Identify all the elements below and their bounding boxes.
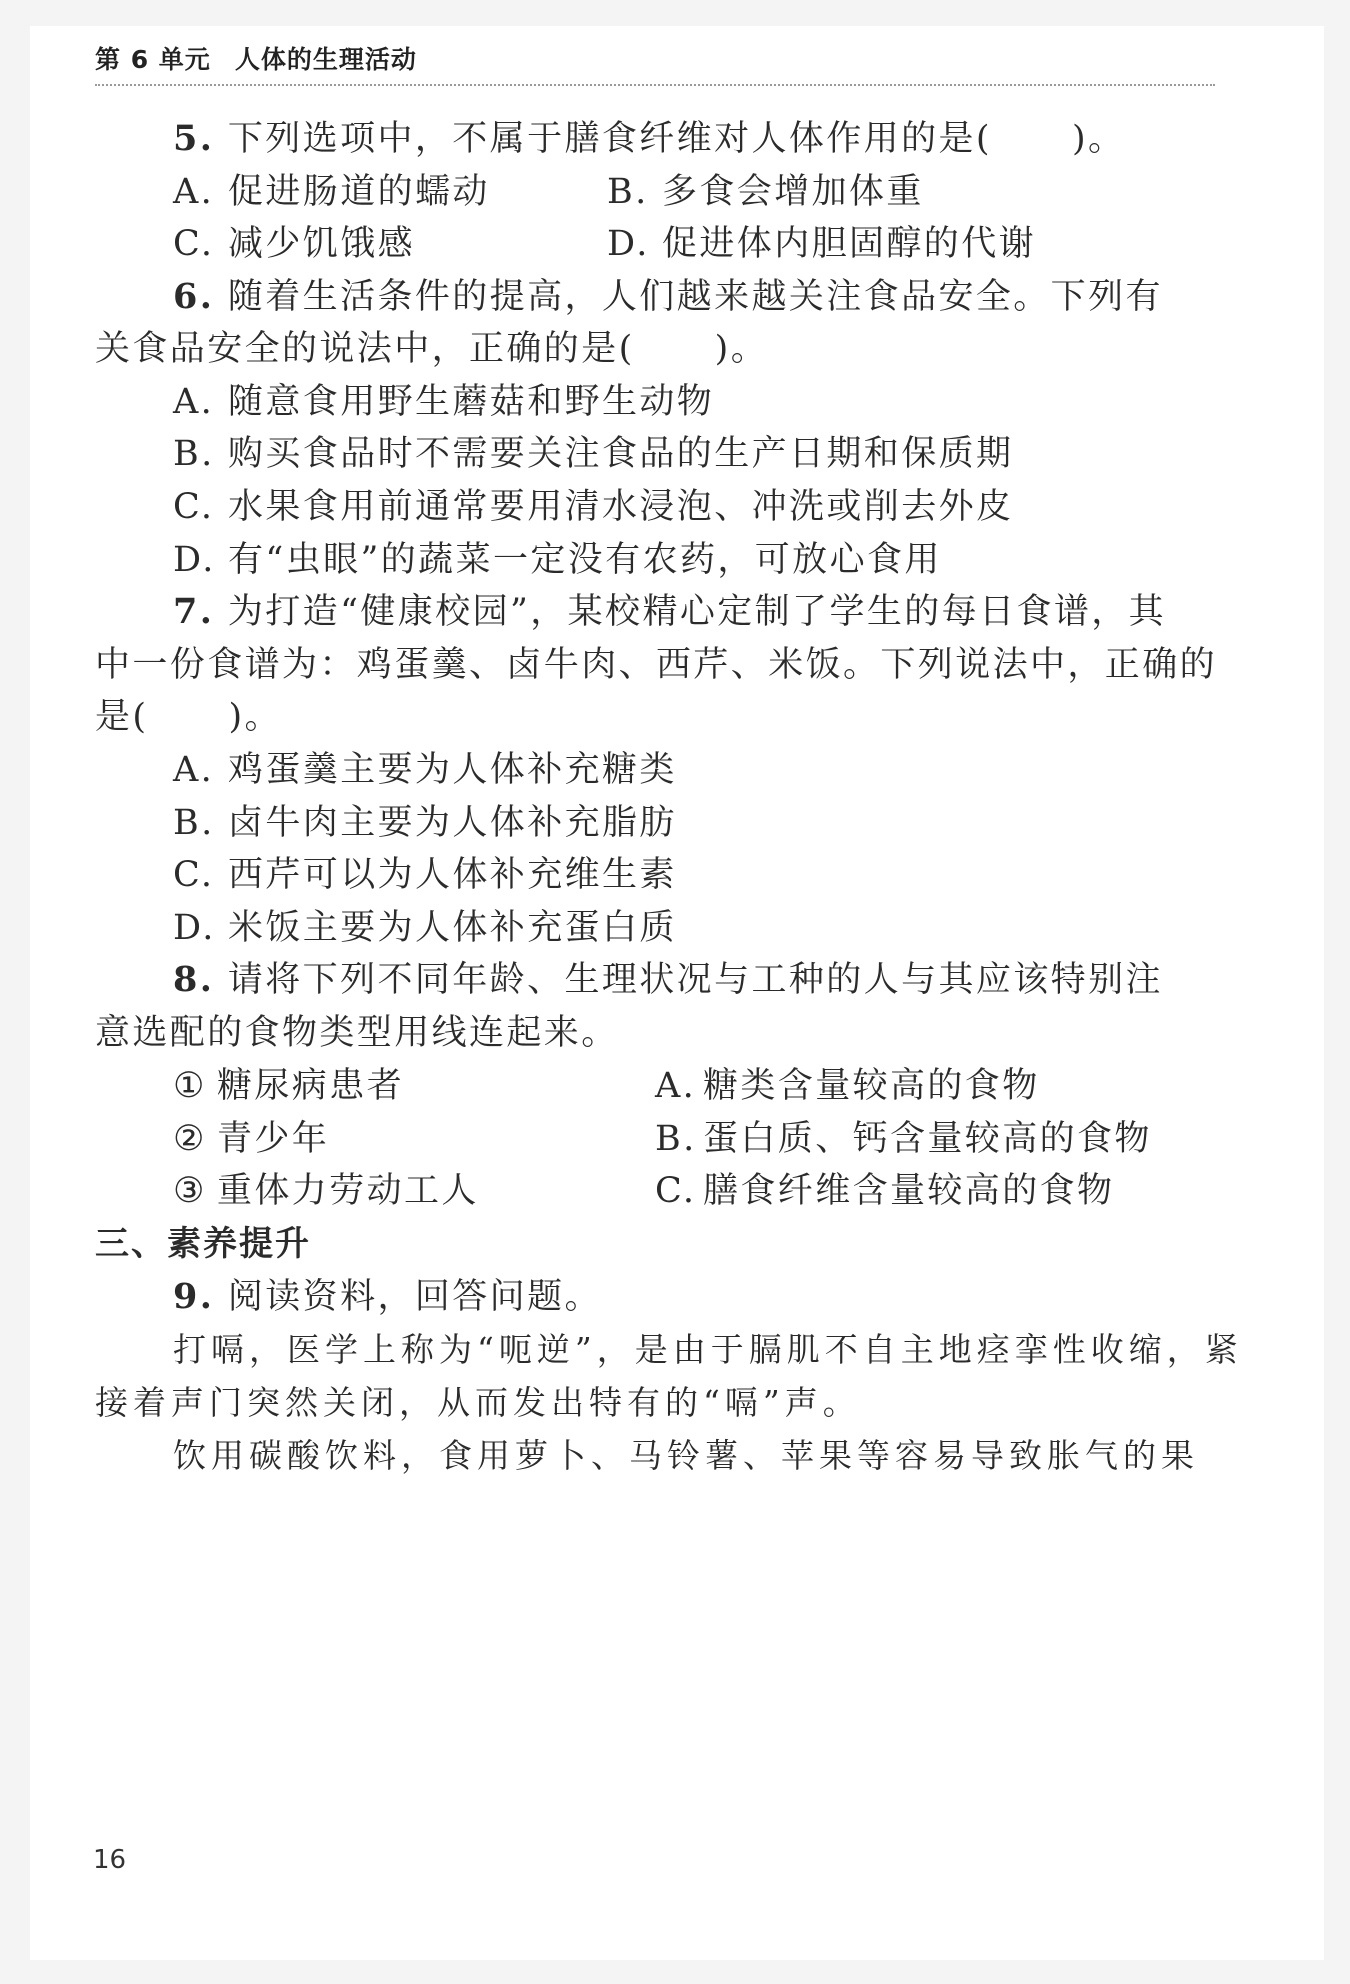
option-text: 水果食用前通常要用清水浸泡、冲洗或削去外皮 [228,487,1014,527]
q6-option-a [173,377,714,427]
q7-stem-line2 [95,640,1217,690]
match-text: 糖尿病患者 [217,1066,405,1106]
q5-stem-text: 下列选项中，不属于膳食纤维对人体作用的是( [227,119,992,159]
match-text: 重体力劳动工人 [217,1171,479,1211]
page-number: 16 [93,1845,127,1875]
q7-option-d [173,903,677,953]
q8-right-item-b [655,1114,1152,1164]
q7-option-a [173,745,677,795]
running-header [95,34,1215,86]
match-mark: ③ [173,1171,207,1211]
q8-left-item-2 [173,1114,329,1164]
match-mark: B. [655,1119,697,1159]
option-label: A. [173,382,215,422]
option-label: D. [173,540,216,580]
match-mark: A. [655,1066,697,1106]
section-heading: 三、素养提升 [95,1224,311,1264]
q6-option-b [173,429,1013,479]
q5-stem-end: )。 [1071,119,1126,159]
q7-option-c [173,850,677,900]
q7-number: 7. [173,591,215,632]
q6-number: 6. [173,276,215,317]
q7-stem-text: 为打造“健康校园”，某校精心定制了学生的每日食谱，其 [227,592,1167,632]
q7-stem-line3 [95,692,282,742]
q6-stem-line2 [95,324,768,374]
option-text: 西芹可以为人体补充维生素 [228,855,677,895]
header-text [95,40,417,76]
option-text: 购买食品时不需要关注食品的生产日期和保质期 [228,434,1014,474]
q9-material-line1: 打嗝，医学上称为“呃逆”，是由于膈肌不自主地痉挛性收缩，紧 [173,1330,1243,1369]
option-text: 鸡蛋羹主要为人体补充糖类 [228,750,677,790]
q7-stem-text: 中一份食谱为：鸡蛋羹、卤牛肉、西芹、米饭。下列说法中，正确的 [95,645,1218,685]
q8-left-item-3 [173,1166,479,1216]
q6-option-d [173,535,942,585]
q8-stem-text: 请将下列不同年龄、生理状况与工种的人与其应该特别注 [227,960,1163,1000]
option-label: B. [173,434,215,474]
match-text: 糖类含量较高的食物 [703,1066,1040,1106]
q7-option-b [173,798,677,848]
match-mark: C. [655,1171,697,1211]
q9-material-line3: 饮用碳酸饮料，食用萝卜、马铃薯、苹果等容易导致胀气的果 [173,1436,1199,1475]
q6-stem-end: )。 [714,329,769,369]
option-text: 减少饥饿感 [228,224,416,264]
q8-number: 8. [173,959,215,1000]
header-title: 人体的生理活动 [234,45,417,74]
q6-stem-text: 随着生活条件的提高，人们越来越关注食品安全。下列有 [227,277,1163,317]
q5-number: 5. [173,118,215,159]
match-mark: ① [173,1066,207,1106]
q6-stem-line1 [173,272,1163,322]
option-label: D. [607,224,650,264]
option-text: 促进体内胆固醇的代谢 [662,224,1037,264]
header-unit: 第 6 单元 [95,45,211,74]
q7-stem-end: )。 [228,697,282,737]
option-label: C. [173,224,215,264]
option-text: 米饭主要为人体补充蛋白质 [228,908,677,948]
q7-stem-line1 [173,587,1166,637]
q5-stem [173,114,1125,164]
q9-number: 9. [173,1276,215,1317]
q5-option-b [607,167,924,217]
q8-left-item-1 [173,1061,404,1111]
option-label: C. [173,855,215,895]
q8-right-item-c [655,1166,1114,1216]
q6-option-c [173,482,1013,532]
q9-stem-text: 阅读资料，回答问题。 [227,1277,602,1317]
match-mark: ② [173,1119,207,1159]
q8-stem-text: 意选配的食物类型用线连起来。 [95,1013,619,1053]
option-text: 促进肠道的蠕动 [228,172,490,212]
q7-stem-text: 是( [95,697,149,737]
q5-option-d [607,219,1036,269]
match-text: 蛋白质、钙含量较高的食物 [703,1119,1152,1159]
q8-stem-line1 [173,955,1163,1005]
q8-stem-line2 [95,1008,619,1058]
match-text: 膳食纤维含量较高的食物 [703,1171,1115,1211]
option-label: A. [173,750,215,790]
option-label: B. [607,172,649,212]
q9-stem [173,1272,602,1322]
option-text: 多食会增加体重 [662,172,924,212]
q5-option-a [173,167,490,217]
match-text: 青少年 [217,1119,330,1159]
q5-option-c [173,219,415,269]
option-text: 随意食用野生蘑菇和野生动物 [228,382,715,422]
q9-material-line2: 接着声门突然关闭，从而发出特有的“嗝”声。 [95,1383,861,1422]
option-label: D. [173,908,216,948]
option-text: 卤牛肉主要为人体补充脂肪 [228,803,677,843]
option-label: B. [173,803,215,843]
option-label: A. [173,172,215,212]
option-text: 有“虫眼”的蔬菜一定没有农药，可放心食用 [228,540,942,580]
option-label: C. [173,487,215,527]
q8-right-item-a [655,1061,1040,1111]
q6-stem-text: 关食品安全的说法中，正确的是( [95,329,635,369]
